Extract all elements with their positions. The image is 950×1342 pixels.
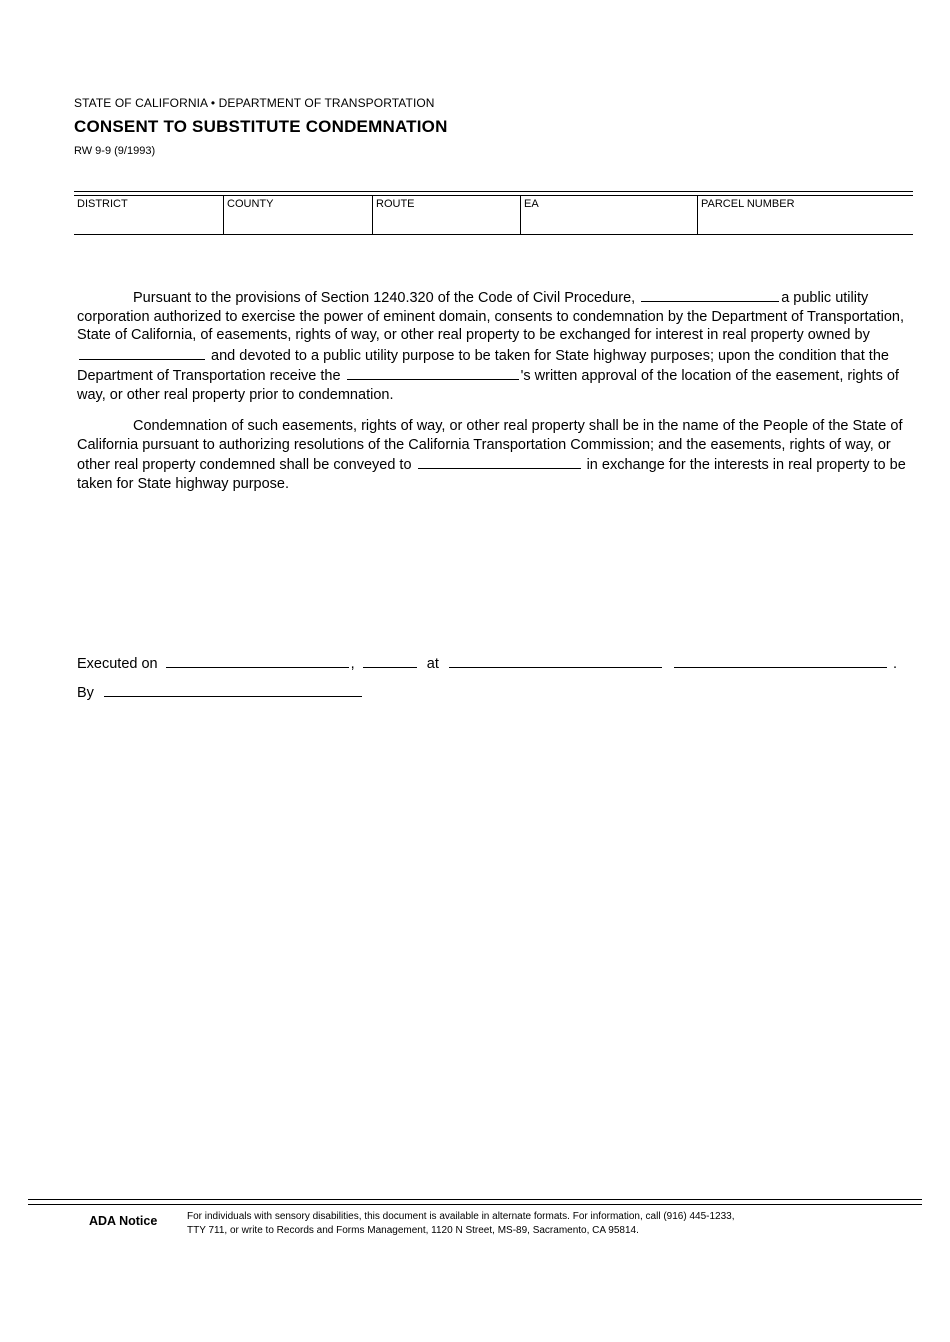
signature-line: [77, 682, 364, 701]
footer-rule-bottom: [28, 1204, 922, 1205]
paragraph-condemnation: [77, 417, 913, 493]
by-label: By: [77, 685, 94, 701]
form-number: RW 9-9 (9/1993): [74, 145, 156, 157]
county-field[interactable]: [223, 196, 372, 234]
ea-field[interactable]: [520, 196, 697, 234]
paragraph-consent: [77, 287, 913, 405]
district-field[interactable]: [74, 196, 223, 234]
ada-notice-line1: For individuals with sensory disabilities, this document is available in alternate formats. For information, call (916) 445-1233,: [187, 1211, 735, 1222]
executed-on-label: Executed on: [77, 656, 158, 672]
conveyee-blank[interactable]: [418, 454, 581, 469]
form-title: CONSENT TO SUBSTITUTE CONDEMNATION: [74, 117, 448, 136]
utility-name-blank[interactable]: [641, 287, 779, 302]
paragraph1-part4: 's written approval of the location of the easement, rights of way, or other real property prior to condemnation.: [77, 368, 899, 403]
route-label: ROUTE: [376, 198, 415, 210]
ea-label: EA: [524, 198, 539, 210]
paragraph2-part2: in exchange for the interests in real property to be taken for State highway purpose.: [77, 457, 906, 492]
at-label: at: [426, 656, 439, 672]
paragraph1-part2: a public utility corporation authorized to exercise the power of eminent domain, consents to condemnation by the Department of Transportation, State of California, of easements, rights of way, or other real property to be exchanged for interest in real property owned by: [77, 290, 904, 344]
approving-party-blank[interactable]: [347, 365, 519, 380]
agency-name: STATE OF CALIFORNIA • DEPARTMENT OF TRANSPORTATION: [74, 96, 435, 110]
execution-county-blank[interactable]: [674, 653, 887, 668]
county-label: COUNTY: [227, 198, 274, 210]
district-label: DISTRICT: [77, 198, 128, 210]
paragraph2-part1: Condemnation of such easements, rights of way, or other real property shall be in the name of the People of the State of California pursuant to authorizing resolutions of the California Transportation Commission; and the easements, rights of way, or other real property condemned shall be conveyed to: [77, 418, 903, 474]
footer-rule-top: [28, 1199, 922, 1200]
execution-year-blank[interactable]: [363, 653, 417, 668]
parcel-number-field[interactable]: [697, 196, 913, 234]
ada-notice-text: [187, 1210, 734, 1237]
execution-date-blank[interactable]: [166, 653, 349, 668]
period: .: [892, 656, 897, 672]
execution-city-blank[interactable]: [449, 653, 662, 668]
signature-blank[interactable]: [104, 682, 362, 697]
execution-line: [77, 653, 897, 672]
paragraph1-part3: and devoted to a public utility purpose to be taken for State highway purposes; upon the condition that the Department of Transportation receive the: [77, 347, 889, 385]
ada-notice-label: ADA Notice: [89, 1214, 158, 1228]
parcel-number-label: PARCEL NUMBER: [701, 198, 795, 210]
paragraph1-part1: Pursuant to the provisions of Section 1240.320 of the Code of Civil Procedure,: [133, 290, 636, 306]
ada-notice-line2: TTY 711, or write to Records and Forms Management, 1120 N Street, MS-89, Sacramento, CA 95814.: [187, 1224, 639, 1236]
comma: ,: [350, 656, 355, 672]
route-field[interactable]: [372, 196, 520, 234]
property-owner-blank[interactable]: [79, 345, 205, 360]
parcel-info-table: [74, 191, 913, 235]
